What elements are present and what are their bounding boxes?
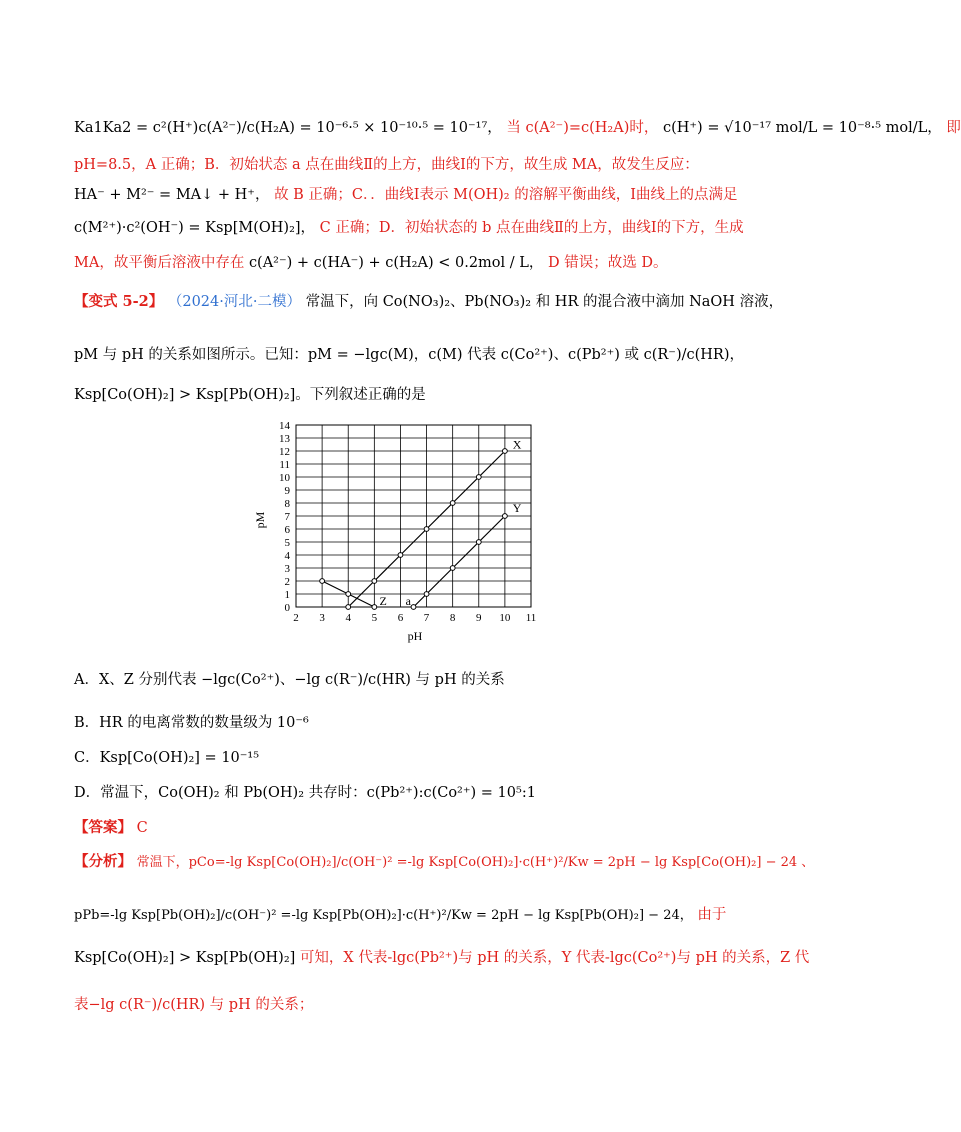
ka-equation: Ka1Ka2 = c²(H⁺)c(A²⁻)/c(H₂A) = 10⁻⁶·⁵ × 10⁻¹⁰·⁵ = 10⁻¹⁷， (74, 120, 502, 136)
data-point-z (320, 579, 325, 584)
question-line-3: Ksp[Co(OH)₂] > Ksp[Pb(OH)₂]。下列叙述正确的是 (74, 387, 426, 403)
y-tick-label: 14 (279, 420, 290, 432)
y-tick-label: 7 (284, 511, 290, 523)
y-tick-label: 11 (279, 459, 290, 471)
analysis-3: Ksp[Co(OH)₂] > Ksp[Pb(OH)₂] (74, 950, 296, 966)
x-tick-label: 7 (423, 612, 430, 624)
condition-text: 当 c(A²⁻)=c(H₂A)时， (506, 120, 659, 136)
data-point-y (476, 540, 481, 545)
y-tick-label: 1 (284, 589, 290, 601)
text-line-3 (74, 185, 738, 205)
y-tick-label: 0 (284, 602, 290, 614)
answer-line (74, 818, 730, 838)
data-point-x (398, 553, 403, 558)
analysis-tag: 【分析】 (74, 853, 132, 870)
x-tick-label: 8 (449, 612, 456, 624)
data-point-x (424, 527, 429, 532)
option-c: C．Ksp[Co(OH)₂] = 10⁻¹⁵ (74, 750, 260, 766)
answer-tag: 【答案】 (74, 819, 132, 836)
mass-balance-eq: c(A²⁻) + c(HA⁻) + c(H₂A) < 0.2mol / L， (248, 255, 544, 271)
y-tick-label: 3 (284, 563, 290, 575)
analysis-3-red: 可知，X 代表-lgc(Pb²⁺)与 pH 的关系，Y 代表-lgc(Co²⁺)与 pH 的关系，Z 代 (299, 950, 810, 966)
question-line-2: pM 与 pH 的关系如图所示。已知：pM = −lgc(M)，c(M) 代表 c(Co²⁺)、c(Pb²⁺) 或 c(R⁻)/c(HR)， (74, 347, 745, 363)
x-tick-label: 10 (499, 612, 511, 624)
variant-source: （2024·河北·二模） (167, 294, 301, 310)
reaction-eq: HA⁻ + M²⁻ = MA↓ + H⁺， (74, 187, 270, 203)
x-tick-label: 11 (525, 612, 537, 624)
data-point-y (502, 514, 507, 519)
data-point-y (450, 566, 455, 571)
x-axis-label: pH (407, 629, 423, 643)
x-tick-label: 9 (476, 612, 482, 624)
line5-red2: D 错误；故选 D。 (548, 255, 668, 271)
text-line-4 (74, 218, 744, 238)
line3-red: 故 B 正确；C．．曲线Ⅰ表示 M(OH)₂ 的溶解平衡曲线，Ⅰ曲线上的点满足 (274, 187, 738, 203)
h-concentration-eq: c(H⁺) = √10⁻¹⁷ mol/L = 10⁻⁸·⁵ mol/L， (662, 120, 942, 136)
line4-red: C 正确；D．初始状态的 b 点在曲线Ⅱ的上方，曲线Ⅰ的下方，生成 (319, 220, 744, 236)
answer-value: C (136, 820, 148, 836)
y-tick-label: 6 (284, 524, 290, 536)
x-tick-label: 4 (345, 612, 351, 624)
text-line-5 (74, 253, 730, 273)
data-point-z (372, 605, 377, 610)
line5-red: MA，故平衡后溶液中存在 (74, 255, 245, 271)
pm-ph-chart (250, 415, 550, 645)
text-line-2: pH=8.5，A 正确；B．初始状态 a 点在曲线Ⅱ的上方，曲线Ⅰ的下方，故生成 MA，故发生反应： (74, 157, 699, 173)
analysis-line-2 (74, 905, 730, 926)
curve-label: X (512, 437, 522, 452)
data-point-x (372, 579, 377, 584)
curve-label: Y (512, 501, 522, 516)
x-tick-label: 3 (319, 612, 325, 624)
y-tick-label: 4 (284, 550, 290, 562)
data-point-z (346, 592, 351, 597)
data-point-y (424, 592, 429, 597)
analysis-line-3 (74, 948, 810, 968)
data-point-x (346, 605, 351, 610)
curve-label: a (405, 594, 411, 609)
variant-tag: 【变式 5-2】 (74, 293, 164, 310)
variant-text: 常温下，向 Co(NO₃)₂、Pb(NO₃)₂ 和 HR 的混合液中滴加 NaOH 溶液， (305, 294, 784, 310)
ji-text: 即 (946, 120, 961, 136)
y-tick-label: 10 (279, 472, 290, 484)
option-b: B．HR 的电离常数的数量级为 10⁻⁶ (74, 715, 309, 731)
option-d: D．常温下，Co(OH)₂ 和 Pb(OH)₂ 共存时：c(Pb²⁺):c(Co²⁺) = 10⁵:1 (74, 785, 536, 801)
analysis-2-red: 由于 (697, 907, 727, 923)
x-tick-label: 6 (397, 612, 404, 624)
text-line-1 (74, 118, 961, 138)
analysis-line-4: 表−lg c(R⁻)/c(HR) 与 pH 的关系； (74, 997, 314, 1013)
y-tick-label: 2 (284, 576, 290, 588)
y-tick-label: 9 (284, 485, 290, 497)
option-a: A．X、Z 分别代表 −lgc(Co²⁺)、−lg c(R⁻)/c(HR) 与 pH 的关系 (74, 672, 505, 688)
data-point-x (476, 475, 481, 480)
curve-label: Z (379, 594, 387, 609)
x-tick-label: 5 (371, 612, 378, 624)
x-tick-label: 2 (293, 612, 299, 624)
y-tick-label: 5 (284, 537, 290, 549)
analysis-2: pPb=-lg Ksp[Pb(OH)₂]/c(OH⁻)² =-lg Ksp[Pb(OH)₂]·c(H⁺)²/Kw = 2pH − lg Ksp[Pb(OH)₂] − 24， (74, 908, 693, 923)
y-tick-label: 8 (284, 498, 290, 510)
analysis-1: 常温下，pCo=-lg Ksp[Co(OH)₂]/c(OH⁻)² =-lg Ksp[Co(OH)₂]·c(H⁺)²/Kw = 2pH − lg Ksp[Co(OH)₂] − 24 、 (136, 855, 815, 870)
y-axis-label: pM (253, 511, 267, 529)
data-point-x (450, 501, 455, 506)
analysis-line-1 (74, 852, 815, 873)
y-tick-label: 12 (279, 446, 290, 458)
data-point-x (502, 449, 507, 454)
data-point-y (411, 605, 416, 610)
ksp-eq: c(M²⁺)·c²(OH⁻) = Ksp[M(OH)₂]， (74, 220, 316, 236)
y-tick-label: 13 (279, 433, 290, 445)
variant-line (74, 292, 784, 312)
